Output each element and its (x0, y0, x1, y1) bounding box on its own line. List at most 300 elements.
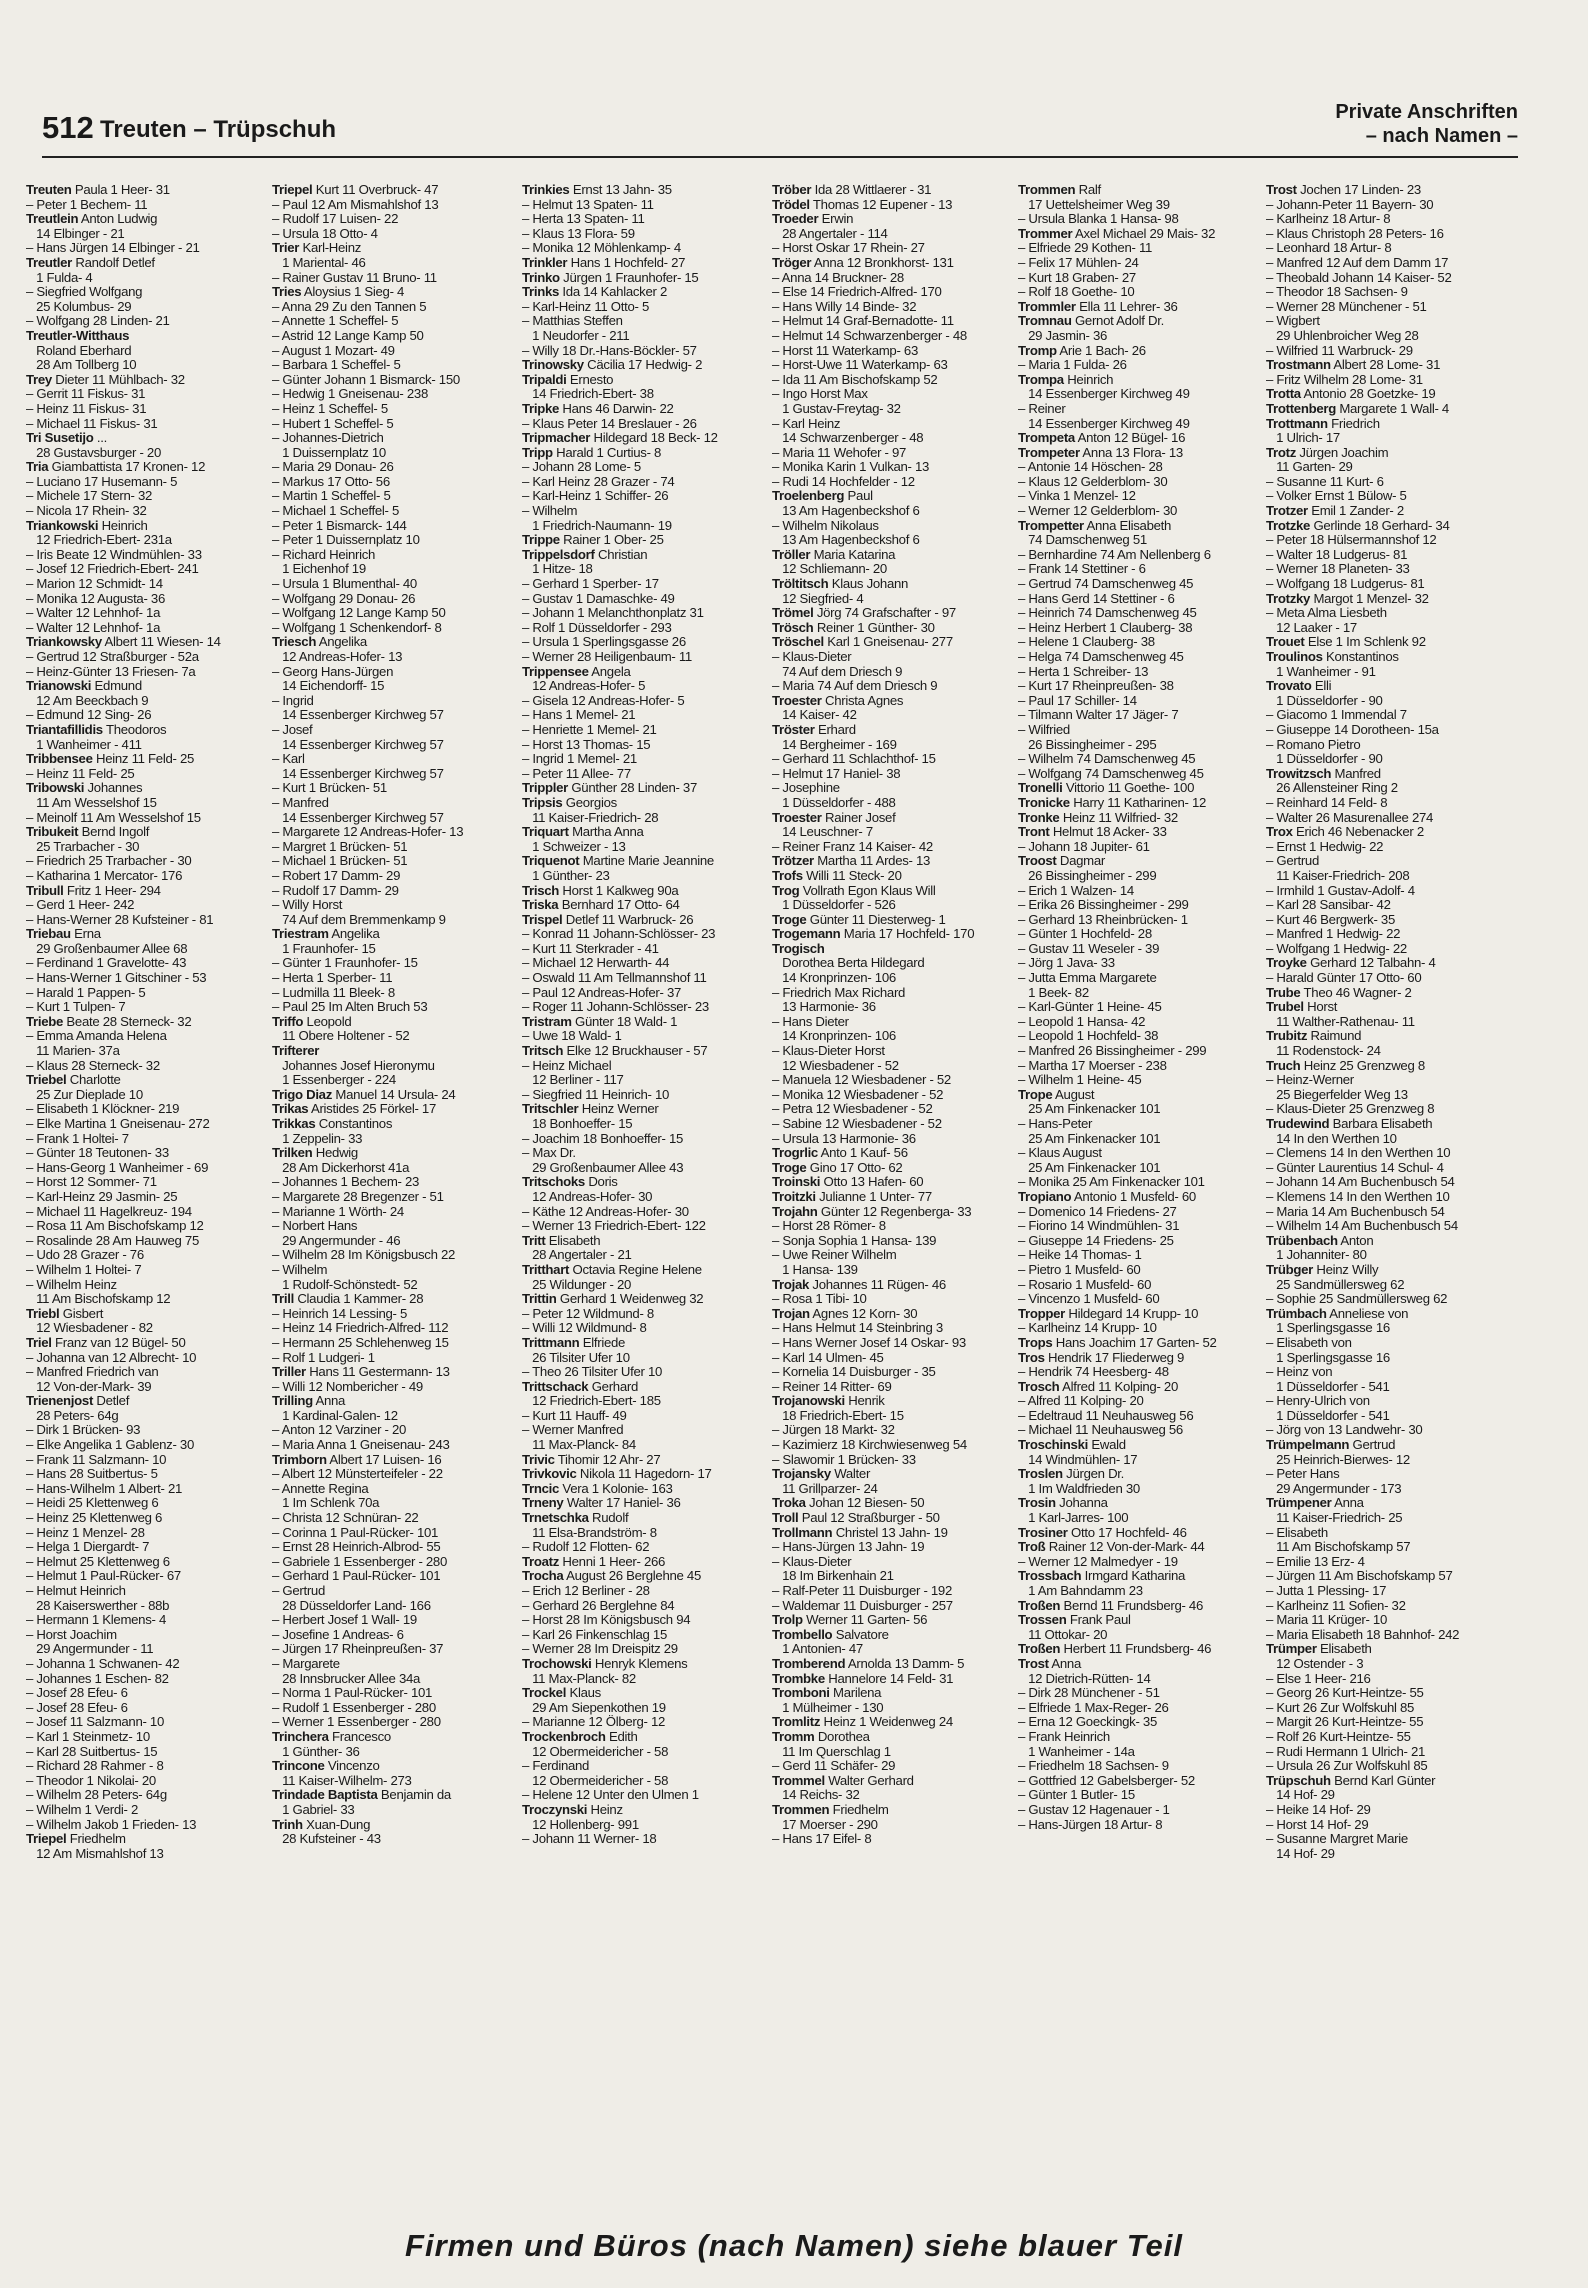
entry-details: – Wigbert (1266, 314, 1320, 329)
entry-details: Dorothea (814, 1729, 870, 1744)
surname: Trox (1266, 825, 1293, 840)
entry-details: – Elisabeth (1266, 1525, 1328, 1540)
directory-entry (772, 489, 1010, 504)
surname: Triankowsky (26, 635, 102, 650)
directory-entry (772, 1409, 1010, 1424)
entry-details: Anna Elisabeth (1083, 518, 1172, 533)
entry-details: 1 Fulda- 4 (26, 270, 93, 285)
directory-entry (772, 548, 1010, 563)
directory-entry (272, 1453, 510, 1468)
entry-details: Vera 1 Kolonie- 163 (559, 1481, 673, 1496)
entry-details: Günter 11 Diesterweg- 1 (806, 912, 946, 927)
directory-entry (772, 884, 1010, 899)
entry-details: – Elfriede 1 Max-Reger- 26 (1018, 1700, 1169, 1715)
directory-entry (26, 1380, 264, 1395)
surname: Tröster (772, 722, 815, 737)
directory-entry (1266, 271, 1504, 286)
entry-details: – Klaus Peter 14 Breslauer - 26 (522, 416, 697, 431)
entry-details: – Horst 12 Sommer- 71 (26, 1175, 157, 1190)
directory-entry (1266, 1453, 1504, 1468)
entry-details: 12 Berliner - 117 (522, 1073, 624, 1088)
directory-entry (1266, 1015, 1504, 1030)
entry-details: – Klaus 12 Gelderblom- 30 (1018, 474, 1168, 489)
directory-entry (272, 1715, 510, 1730)
entry-details: – Peter 18 Hülsermannshof 12 (1266, 533, 1437, 548)
entry-details: – Johann 14 Am Buchenbusch 54 (1266, 1175, 1455, 1190)
directory-entry (1018, 796, 1256, 811)
entry-details: – Josefine 1 Andreas- 6 (272, 1627, 404, 1642)
entry-details: Albert 17 Luisen- 16 (326, 1452, 442, 1467)
entry-details: Franz van 12 Bügel- 50 (51, 1335, 186, 1350)
directory-entry (522, 1336, 760, 1351)
entry-details: Detlef 11 Warbruck- 26 (562, 912, 694, 927)
entry-details: – Rudolf 12 Flotten- 62 (522, 1540, 650, 1555)
directory-entry (1018, 1686, 1256, 1701)
directory-entry (26, 373, 264, 388)
entry-details: – Gertrud (272, 1584, 326, 1598)
entry-details: – Margarete 28 Bregenzer - 51 (272, 1189, 444, 1204)
directory-entry (522, 694, 760, 709)
entry-details: Edmund (91, 679, 142, 694)
directory-entry (272, 767, 510, 782)
entry-details: – Erich 12 Berliner - 28 (522, 1584, 650, 1598)
entry-details: – Siegfried 11 Heinrich- 10 (522, 1087, 670, 1102)
directory-entry (772, 986, 1010, 1001)
entry-details: – August 1 Mozart- 49 (272, 343, 395, 358)
directory-entry (1018, 1380, 1256, 1395)
entry-details: Nikola 11 Hagedorn- 17 (576, 1467, 712, 1482)
directory-entry (26, 854, 264, 869)
entry-details: – Johann 1 Melanchthonplatz 31 (522, 606, 704, 621)
surname: Trinkler (522, 255, 568, 270)
entry-details: 18 Bonhoeffer- 15 (522, 1117, 633, 1131)
entry-details: – Else 14 Friedrich-Alfred- 170 (772, 285, 942, 300)
entry-details: 12 Ostender - 3 (1266, 1656, 1364, 1671)
entry-details: Klaus (566, 1686, 601, 1701)
entry-details: – Margarete (272, 1656, 340, 1671)
entry-details: Heinz Willy (1313, 1262, 1379, 1277)
directory-entry (26, 869, 264, 884)
directory-entry (1266, 1584, 1504, 1599)
directory-entry (26, 1803, 264, 1818)
directory-entry (522, 577, 760, 592)
directory-entry (1266, 635, 1504, 650)
entry-details: – Karlheinz 11 Sofien- 32 (1266, 1598, 1406, 1613)
entry-details: – Kurt 11 Hauff- 49 (522, 1408, 627, 1423)
entry-details: – Wilhelm Nikolaus (772, 518, 879, 533)
entry-details: 1 Düsseldorfer - 488 (772, 795, 896, 810)
directory-entry (522, 971, 760, 986)
directory-entry (1018, 1219, 1256, 1234)
directory-entry (272, 1073, 510, 1088)
surname: Trube (1266, 985, 1301, 1000)
entry-details: 1 Mariental- 46 (272, 255, 366, 270)
directory-entry (522, 504, 760, 519)
entry-details: Arnolda 13 Damm- 5 (845, 1656, 965, 1671)
entry-details: – Günter 18 Teutonen- 33 (26, 1146, 169, 1161)
surname: Trockenbroch (522, 1729, 606, 1744)
directory-entry (26, 1351, 264, 1366)
directory-entry (1266, 1088, 1504, 1103)
directory-entry (272, 1628, 510, 1643)
directory-entry (26, 971, 264, 986)
entry-details: – Günter Laurentius 14 Schul- 4 (1266, 1160, 1444, 1175)
entry-details: – Katharina 1 Mercator- 176 (26, 868, 183, 883)
entry-details: – Ralf-Peter 11 Duisburger - 192 (772, 1584, 953, 1598)
entry-details: – Walter 26 Masurenallee 274 (1266, 810, 1434, 825)
directory-entry (522, 300, 760, 315)
entry-details: – Jürgen 17 Rheinpreußen- 37 (272, 1642, 444, 1657)
entry-details: – Gerd 1 Heer- 242 (26, 898, 135, 913)
entry-details: – Heinz 1 Menzel- 28 (26, 1525, 145, 1540)
directory-entry (772, 1526, 1010, 1541)
section-title (1335, 100, 1518, 148)
surname: Tri Susetijo (26, 431, 94, 446)
directory-entry (522, 1307, 760, 1322)
directory-entry (522, 825, 760, 840)
directory-entry (772, 1496, 1010, 1511)
directory-entry (26, 1730, 264, 1745)
entry-details: Friedhelm (829, 1802, 889, 1817)
entry-details: Angela (588, 664, 631, 679)
directory-entry (1018, 1788, 1256, 1803)
entry-details: 11 Max-Planck- 82 (522, 1671, 636, 1686)
directory-entry (772, 767, 1010, 782)
entry-details: 11 Walther-Rathenau- 11 (1266, 1014, 1415, 1029)
directory-entry (522, 1015, 760, 1030)
surname: Troester (772, 693, 822, 708)
directory-entry (772, 1628, 1010, 1643)
entry-details: 29 Angermunder - 11 (26, 1642, 154, 1657)
entry-details: 25 Sandmüllersweg 62 (1266, 1277, 1405, 1292)
directory-entry (772, 1686, 1010, 1701)
directory-entry (1266, 577, 1504, 592)
directory-entry (522, 548, 760, 563)
directory-entry (1018, 1029, 1256, 1044)
surname: Troeder (772, 212, 819, 227)
directory-entry (272, 796, 510, 811)
directory-entry (272, 504, 510, 519)
entry-details: – Wolfgang 29 Donau- 26 (272, 591, 416, 606)
directory-entry (1018, 1745, 1256, 1760)
directory-entry (1266, 329, 1504, 344)
directory-entry (522, 796, 760, 811)
entry-details: 1 Rudolf-Schönstedt- 52 (272, 1277, 418, 1292)
surname: Triel (26, 1335, 52, 1350)
directory-entry (1018, 548, 1256, 563)
directory-entry (1018, 1526, 1256, 1541)
directory-entry (1018, 227, 1256, 242)
entry-details: – Gertrud 12 Straßburger - 52a (26, 650, 199, 664)
directory-entry (272, 562, 510, 577)
directory-entry (522, 387, 760, 402)
entry-details: Xuan-Dung (302, 1817, 371, 1832)
directory-entry (1018, 1599, 1256, 1614)
surname: Tronke (1018, 810, 1060, 825)
entry-details: 1 Im Waldfrieden 30 (1018, 1481, 1140, 1496)
directory-entry (1018, 1234, 1256, 1249)
entry-details: Ralf (1075, 183, 1101, 197)
entry-details: – Josef 28 Efeu- 6 (26, 1700, 128, 1715)
directory-entry (772, 811, 1010, 826)
directory-entry (26, 1701, 264, 1716)
entry-details: – Bernhardine 74 Am Nellenberg 6 (1018, 547, 1211, 562)
entry-details: – Hans Willy 14 Binde- 32 (772, 299, 917, 314)
entry-details: Vollrath Egon Klaus Will (799, 883, 936, 898)
directory-entry (772, 694, 1010, 709)
entry-details: 28 Angertaler - 114 (772, 226, 888, 241)
entry-details: – Monika 12 Möhlenkamp- 4 (522, 241, 681, 256)
surname: Tromlitz (772, 1715, 821, 1730)
directory-entry (26, 1029, 264, 1044)
directory-entry (26, 344, 264, 359)
entry-details: – Werner 12 Malmedyer - 19 (1018, 1554, 1178, 1569)
directory-entry (1018, 271, 1256, 286)
directory-entry (772, 402, 1010, 417)
entry-details: – Peter 11 Allee- 77 (522, 766, 631, 781)
directory-entry (772, 1132, 1010, 1147)
directory-entry (522, 1467, 760, 1482)
surname: Trostmann (1266, 358, 1331, 373)
entry-details: Heinrich (1063, 372, 1114, 387)
entry-details: – Marianne 12 Ölberg- 12 (522, 1715, 666, 1730)
directory-entry (1266, 942, 1504, 957)
directory-entry (1266, 446, 1504, 461)
directory-entry (1018, 373, 1256, 388)
entry-details: – Helmut Heinrich (26, 1584, 126, 1598)
entry-details: Constantinos (315, 1117, 393, 1131)
entry-details: – Peter 1 Bismarck- 144 (272, 518, 407, 533)
entry-details: 14 Windmühlen- 17 (1018, 1452, 1138, 1467)
directory-entry (272, 1292, 510, 1307)
entry-details: Walter 17 Haniel- 36 (563, 1496, 681, 1511)
entry-details: – Paul 17 Schiller- 14 (1018, 693, 1137, 708)
entry-details: 1 Düsseldorfer - 541 (1266, 1379, 1390, 1394)
directory-entry (1018, 738, 1256, 753)
entry-details: – Vinka 1 Menzel- 12 (1018, 489, 1136, 504)
directory-entry (772, 271, 1010, 286)
surname: Truch (1266, 1058, 1301, 1073)
entry-details: – Siegfried Wolfgang (26, 285, 143, 300)
directory-entry (1266, 752, 1504, 767)
directory-entry (26, 417, 264, 432)
entry-details: – Hans-Wilhelm 1 Albert- 21 (26, 1481, 183, 1496)
entry-details: 28 Angertaler - 21 (522, 1248, 632, 1263)
entry-details: Dagmar (1056, 854, 1105, 869)
directory-entry (26, 446, 264, 461)
entry-details: – Josef 11 Salzmann- 10 (26, 1715, 165, 1730)
entry-details: 1 Düsseldorfer - 541 (1266, 1408, 1390, 1423)
directory-entry (772, 1234, 1010, 1249)
directory-entry (1266, 1336, 1504, 1351)
directory-entry (1266, 592, 1504, 607)
entry-details: – Norbert Hans (272, 1219, 358, 1234)
entry-details: – Susanne Margret Marie (1266, 1832, 1408, 1847)
directory-entry (1018, 971, 1256, 986)
entry-details: – Alfred 11 Kolping- 20 (1018, 1394, 1144, 1409)
entry-details: 1 Im Schlenk 70a (272, 1496, 380, 1511)
entry-details: Johannes 11 Rügen- 46 (809, 1277, 946, 1292)
entry-details: – Maria 11 Krüger- 10 (1266, 1613, 1387, 1628)
surname: Trossbach (1018, 1569, 1082, 1584)
entry-details: – Gerhard 13 Rheinbrücken- 1 (1018, 912, 1188, 927)
directory-entry (522, 227, 760, 242)
entry-details: Georgios (562, 795, 617, 810)
surname: Troka (772, 1496, 806, 1511)
entry-details: Otto 17 Hochfeld- 46 (1067, 1525, 1187, 1540)
directory-entry (772, 1175, 1010, 1190)
entry-details: 29 Großenbaumer Allee 43 (522, 1160, 684, 1175)
surname: Trümpelmann (1266, 1438, 1350, 1453)
entry-details: 29 Angermunder - 173 (1266, 1481, 1402, 1496)
directory-entry (1266, 183, 1504, 198)
entry-details: Hildegard 14 Krupp- 10 (1065, 1306, 1199, 1321)
directory-entry (1266, 417, 1504, 432)
entry-details: – Udo 28 Grazer - 76 (26, 1248, 144, 1263)
directory-entry (772, 1044, 1010, 1059)
directory-entry (1266, 1701, 1504, 1716)
entry-details: – Monika Karin 1 Vulkan- 13 (772, 460, 930, 475)
directory-entry (272, 811, 510, 826)
entry-details: Marilena (829, 1686, 882, 1701)
directory-entry (272, 708, 510, 723)
directory-entry (772, 854, 1010, 869)
directory-column-6 (1266, 183, 1504, 2201)
directory-entry (1266, 767, 1504, 782)
entry-details: – Dirk 28 Münchener - 51 (1018, 1686, 1160, 1701)
directory-entry (272, 373, 510, 388)
entry-details: – Käthe 12 Andreas-Hofer- 30 (522, 1204, 689, 1219)
directory-entry (1266, 358, 1504, 373)
directory-entry (26, 1073, 264, 1088)
directory-entry (26, 1102, 264, 1117)
directory-entry (772, 577, 1010, 592)
directory-entry (522, 1088, 760, 1103)
entry-details: – Ursula 13 Harmonie- 36 (772, 1131, 916, 1146)
entry-details: Benjamin da (377, 1788, 451, 1803)
entry-details: Octavia Regine Helene (569, 1262, 702, 1277)
directory-entry (772, 1073, 1010, 1088)
directory-entry (772, 533, 1010, 548)
directory-entry (522, 942, 760, 957)
entry-details: – Romano Pietro (1266, 737, 1361, 752)
entry-details: – Marion 12 Schmidt- 14 (26, 577, 163, 592)
entry-details: – Wolfgang 1 Schenkendorf- 8 (272, 620, 442, 635)
surname: Trippler (522, 781, 568, 796)
directory-entry (1266, 198, 1504, 213)
directory-entry (522, 1278, 760, 1293)
directory-entry (522, 898, 760, 913)
directory-entry (272, 1642, 510, 1657)
directory-entry (772, 1803, 1010, 1818)
directory-entry (272, 1818, 510, 1833)
entry-details: – Horst 11 Waterkamp- 63 (772, 343, 918, 358)
entry-details: 28 Innsbrucker Allee 34a (272, 1671, 421, 1686)
directory-entry (272, 489, 510, 504)
entry-details: – Theo 26 Tilsiter Ufer 10 (522, 1365, 663, 1380)
directory-entry (26, 1409, 264, 1424)
directory-entry (1018, 475, 1256, 490)
surname: Trotta (1266, 387, 1301, 402)
directory-entry (26, 1628, 264, 1643)
directory-entry (26, 694, 264, 709)
entry-details: – Konrad 11 Johann-Schlösser- 23 (522, 927, 716, 942)
entry-details: 1 Günther- 36 (272, 1744, 360, 1759)
directory-entry (522, 1263, 760, 1278)
directory-entry (522, 767, 760, 782)
directory-entry (1018, 1672, 1256, 1687)
directory-entry (272, 1161, 510, 1176)
directory-entry (272, 314, 510, 329)
directory-entry (522, 1511, 760, 1526)
entry-details: 11 Garten- 29 (1266, 460, 1353, 475)
directory-entry (1018, 1453, 1256, 1468)
directory-entry (522, 562, 760, 577)
entry-details: – Giuseppe 14 Dorotheen- 15a (1266, 722, 1439, 737)
directory-entry (272, 1029, 510, 1044)
entry-details: – Ferdinand (522, 1759, 590, 1774)
directory-entry (272, 1701, 510, 1716)
directory-entry (1018, 1511, 1256, 1526)
entry-details: – Gottfried 12 Gabelsberger- 52 (1018, 1773, 1195, 1788)
entry-details: – Paul 12 Am Mismahlshof 13 (272, 197, 439, 212)
entry-details: – Heinz 11 Fiskus- 31 (26, 401, 147, 416)
entry-details: – Josef (272, 722, 313, 737)
entry-details: – Heike 14 Thomas- 1 (1018, 1248, 1142, 1263)
directory-entry (26, 431, 264, 446)
directory-entry (1018, 1059, 1256, 1074)
entry-details: Tihomir 12 Ahr- 27 (554, 1452, 661, 1467)
entry-details: Jürgen Dr. (1062, 1467, 1125, 1482)
directory-entry (1266, 1000, 1504, 1015)
entry-details: Erhard (814, 722, 856, 737)
surname: Trinh (272, 1817, 303, 1832)
entry-details: Werner 11 Garten- 56 (802, 1613, 928, 1628)
directory-entry (272, 446, 510, 461)
directory-entry (272, 942, 510, 957)
entry-details: 14 Essenberger Kirchweg 57 (272, 708, 444, 723)
surname: Tritthart (522, 1262, 570, 1277)
entry-details: Gernot Adolf Dr. (1071, 314, 1164, 329)
directory-entry (272, 1132, 510, 1147)
directory-entry (272, 1526, 510, 1541)
entry-details: – Hermann 25 Schlehenweg 15 (272, 1335, 449, 1350)
directory-entry (26, 489, 264, 504)
entry-details: – Gerhard 26 Berglehne 84 (522, 1598, 675, 1613)
directory-entry (1018, 1321, 1256, 1336)
entry-details: Thomas 12 Eupener - 13 (809, 197, 953, 212)
directory-entry (26, 562, 264, 577)
directory-entry (772, 606, 1010, 621)
directory-entry (272, 1219, 510, 1234)
entry-details: 12 Wiesbadener - 52 (772, 1058, 899, 1073)
directory-entry (1266, 694, 1504, 709)
entry-details: – Günter 1 Hochfeld- 28 (1018, 927, 1152, 942)
entry-details: 1 Beek- 82 (1018, 985, 1089, 1000)
directory-entry (1018, 1292, 1256, 1307)
entry-details: – Klaus-Dieter 25 Grenzweg 8 (1266, 1102, 1435, 1117)
entry-details: Klaus Johann (828, 577, 909, 592)
entry-details: – Rudolf 1 Essenberger - 280 (272, 1700, 436, 1715)
entry-details: 1 Essenberger - 224 (272, 1073, 396, 1088)
entry-details: – Klemens 14 In den Werthen 10 (1266, 1189, 1450, 1204)
entry-details: Rudolf (588, 1511, 629, 1526)
entry-details: Manfred (1331, 766, 1381, 781)
directory-entry (772, 796, 1010, 811)
entry-details: – Gerhard 1 Sperber- 17 (522, 577, 659, 592)
entry-details: – Michael 11 Neuhausweg 56 (1018, 1423, 1183, 1438)
directory-entry (772, 1832, 1010, 1847)
